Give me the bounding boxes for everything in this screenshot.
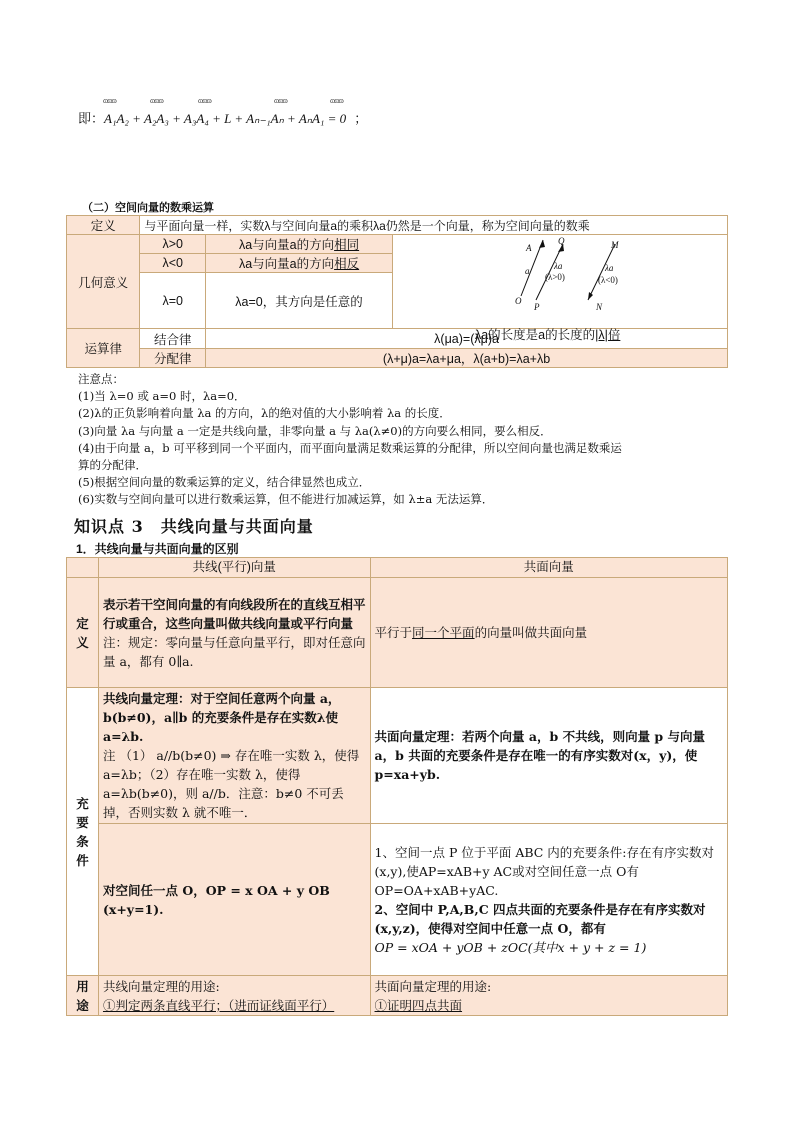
arc-mark: ɷɷɷ xyxy=(103,96,116,105)
law-formula: λ(μa)=(λμ)a xyxy=(206,329,728,349)
notes-block xyxy=(78,371,728,509)
svg-text:Q: Q xyxy=(557,235,565,246)
arc-mark: ɷɷɷ xyxy=(274,96,287,105)
note-line: (6)实数与空间向量可以进行数乘运算，但不能进行加减运算，如 λ±a 无法运算． xyxy=(78,492,494,507)
meaning-cell: λa=0，其方向是任意的 xyxy=(206,273,393,329)
cond2-right: 1、空间一点 P 位于平面 ABC 内的充要条件:存在有序实数对(x,y),使AP=xAB+y AC或对空间任意一点 O有OP=OA+xAB+yAC. 2、空间中 P,A,B,C 四点共面的充要条件是存在有序实数对(x,y,z)，使得对空间中任意一点 O，都有 OP = xOA + yOB + zOC(其中x + y + z = 1) xyxy=(370,824,727,976)
svg-text:O: O xyxy=(514,295,522,306)
note-line: (5)根据空间向量的数乘运算的定义，结合律显然也成立． xyxy=(78,475,371,490)
knowledge-point-title: 知识点 3 共线向量与共面向量 xyxy=(74,517,314,536)
svg-text:a: a xyxy=(524,265,530,276)
scalar-mult-table xyxy=(66,215,728,368)
vector-figure xyxy=(393,236,727,328)
note-line: 算的分配律． xyxy=(78,458,147,473)
subsection-title: 1．共线向量与共面向量的区别 xyxy=(76,542,239,556)
svg-text:A: A xyxy=(525,242,532,253)
cond1-right: 共面向量定理：若两个向量 a，b 不共线，则向量 p 与向量 a，b 共面的充要条件是存在唯一的有序实数对(x，y)，使 p=xa+yb. xyxy=(370,688,727,824)
geo-label: 几何意义 xyxy=(67,235,140,329)
cond-cell: λ>0 xyxy=(140,235,206,254)
length-text: λa的长度是a的长度的|λ|倍 xyxy=(474,328,621,342)
law-formula: (λ+μ)a=λa+μa，λ(a+b)=λa+λb xyxy=(206,349,728,368)
def-left: 表示若干空间向量的有向线段所在的直线互相平行或重合，这些向量叫做共线向量或平行向量 注：规定：零向量与任意向量平行，即对任意向量 a，都有 0∥a. xyxy=(98,578,370,688)
note-line: 注意点： xyxy=(78,372,124,386)
use-label: 用途 xyxy=(67,976,99,1016)
def-label: 定义 xyxy=(67,578,99,688)
svg-text:(λ>0): (λ>0) xyxy=(544,271,565,282)
section-title: （二）空间向量的数乘运算 xyxy=(82,201,214,214)
formula-prefix: 即： xyxy=(78,111,105,126)
law-name: 分配律 xyxy=(140,349,206,368)
def-label: 定义 xyxy=(67,216,140,235)
law-label: 运算律 xyxy=(67,329,140,368)
def-right: 平行于同一个平面的向量叫做共面向量 xyxy=(370,578,727,688)
use-right: 共面向量定理的用途: ①证明四点共面 xyxy=(370,976,727,1016)
cond1-left: 共线向量定理：对于空间任意两个向量 a，b(b≠0)，a∥b 的充要条件是存在实数λ使 a=λb. 注 （1） a//b(b≠0) ⇒ 存在唯一实数 λ，使得 a=λb；（2）存在唯一实数 λ，使得 a=λb(b≠0)，则 a//b．注意：b≠0 不可丢掉，否则实数 λ 就不唯一． xyxy=(98,688,370,824)
svg-text:P: P xyxy=(533,301,540,312)
header-coplanar: 共面向量 xyxy=(370,558,727,578)
note-line: (2)λ的正负影响着向量 λa 的方向，λ的绝对值的大小影响着 λa 的长度． xyxy=(78,406,451,421)
arc-mark: ɷɷɷ xyxy=(330,96,343,105)
cond-label: 充要条件 xyxy=(67,688,99,976)
formula-body: A₁A₂ + A₂A₃ + A₃A₄ + L + Aₙ₋₁Aₙ + AₙA₁ = 0 xyxy=(104,111,347,126)
header-collinear: 共线(平行)向量 xyxy=(98,558,370,578)
arc-mark: ɷɷɷ xyxy=(198,96,211,105)
def-text: 与平面向量一样，实数λ与空间向量a的乘积λa仍然是一个向量，称为空间向量的数乘 xyxy=(140,216,728,235)
use-left: 共线向量定理的用途: ①判定两条直线平行；（进而证线面平行） xyxy=(98,976,370,1016)
formula-line xyxy=(78,96,498,126)
meaning-cell: λa与向量a的方向相同 xyxy=(206,235,393,254)
meaning-cell: λa与向量a的方向相反 xyxy=(206,254,393,273)
svg-text:(λ<0): (λ<0) xyxy=(597,274,618,285)
svg-text:M: M xyxy=(610,239,619,250)
collinear-coplanar-table xyxy=(66,557,728,1016)
arc-mark: ɷɷɷ xyxy=(150,96,163,105)
svg-text:λa: λa xyxy=(604,262,614,273)
note-line: (1)当 λ=0 或 a=0 时，λa=0． xyxy=(78,389,246,404)
note-line: (4)由于向量 a，b 可平移到同一个平面内，而平面向量满足数乘运算的分配律，所以空间向量也满足数乘运 xyxy=(78,440,622,455)
cond-cell: λ=0 xyxy=(140,273,206,329)
formula-suffix: ； xyxy=(354,111,368,126)
svg-text:λa: λa xyxy=(553,260,563,271)
note-line: (3)向量 λa 与向量 a 一定是共线向量，非零向量 a 与 λa(λ≠0)的方向要么相同，要么相反． xyxy=(78,423,552,438)
svg-text:N: N xyxy=(595,301,602,312)
law-name: 结合律 xyxy=(140,329,206,349)
cond-cell: λ<0 xyxy=(140,254,206,273)
cond2-left: 对空间任一点 O，OP = x OA + y OB (x+y=1). xyxy=(98,824,370,976)
